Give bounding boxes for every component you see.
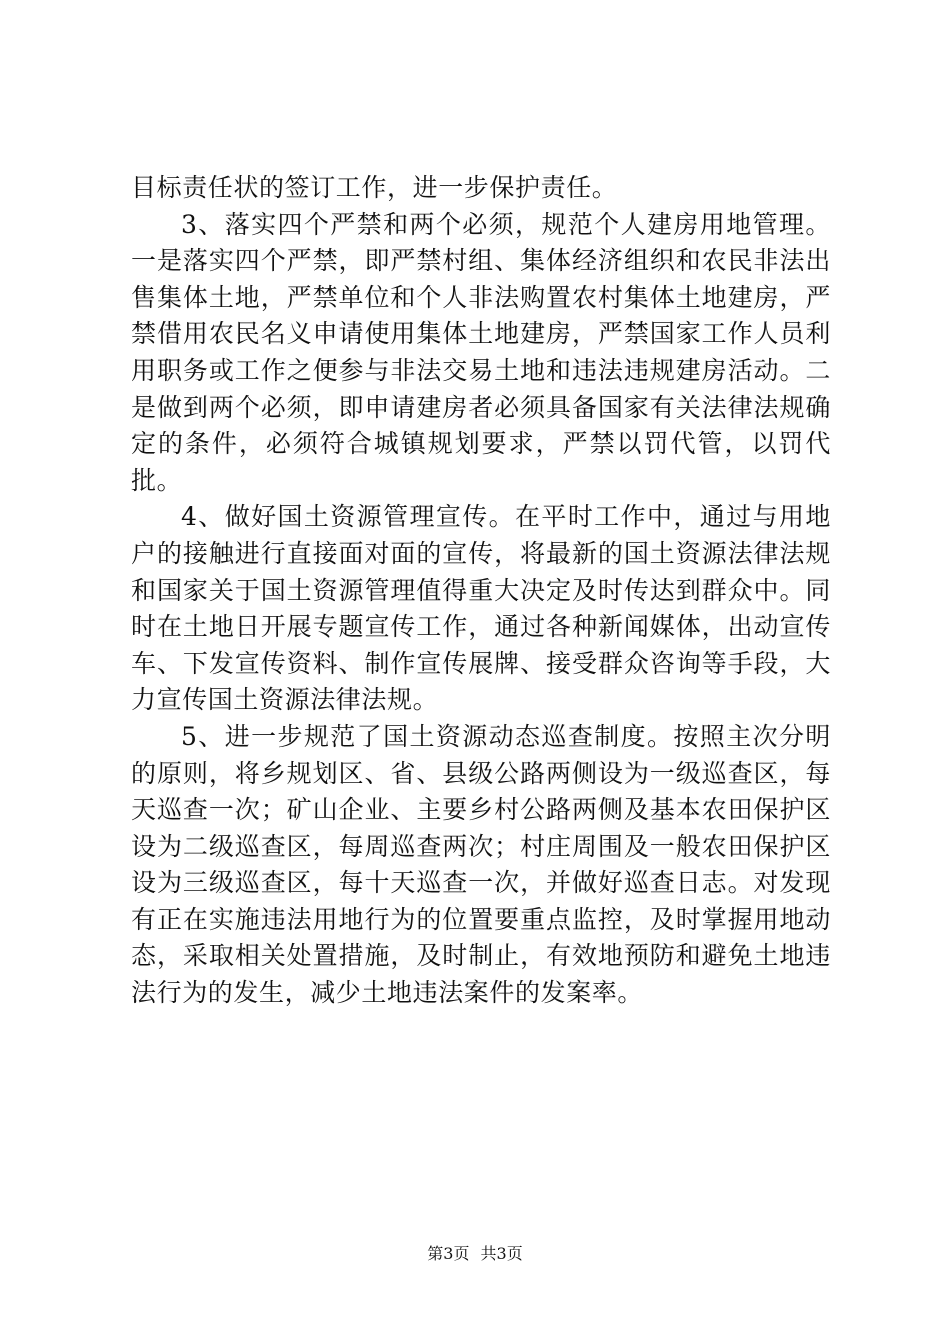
document-body [131,170,831,1012]
page-number-current: 第3页 [427,1244,470,1263]
paragraph-item-3: 3、落实四个严禁和两个必须，规范个人建房用地管理。一是落实四个严禁，即严禁村组、集体经济组织和农民非法出售集体土地，严禁单位和个人非法购置农村集体土地建房，严禁借用农民名义申请使用集体土地建房，严禁国家工作人员利用职务或工作之便参与非法交易土地和违法违规建房活动。二是做到两个必须，即申请建房者必须具备国家有关法律法规确定的条件，必须符合城镇规划要求，严禁以罚代管，以罚代批。 [131,209,831,495]
paragraph-item-4: 4、做好国土资源管理宣传。在平时工作中，通过与用地户的接触进行直接面对面的宣传，将最新的国土资源法律法规和国家关于国土资源管理值得重大决定及时传达到群众中。同时在土地日开展专题宣传工作，通过各种新闻媒体，出动宣传车、下发宣传资料、制作宣传展牌、接受群众咨询等手段，大力宣传国土资源法律法规。 [131,502,831,715]
page-footer [0,1244,950,1264]
paragraph-continuation: 目标责任状的签订工作，进一步保护责任。 [131,173,618,202]
paragraph-item-5: 5、进一步规范了国土资源动态巡查制度。按照主次分明的原则，将乡规划区、省、县级公路两侧设为一级巡查区，每天巡查一次；矿山企业、主要乡村公路两侧及基本农田保护区设为二级巡查区，每周巡查两次；村庄周围及一般农田保护区设为三级巡查区，每十天巡查一次，并做好巡查日志。对发现有正在实施违法用地行为的位置要重点监控，及时掌握用地动态，采取相关处置措施，及时制止，有效地预防和避免土地违法行为的发生，减少土地违法案件的发案率。 [131,721,831,1008]
page-number-total: 共3页 [480,1244,523,1263]
